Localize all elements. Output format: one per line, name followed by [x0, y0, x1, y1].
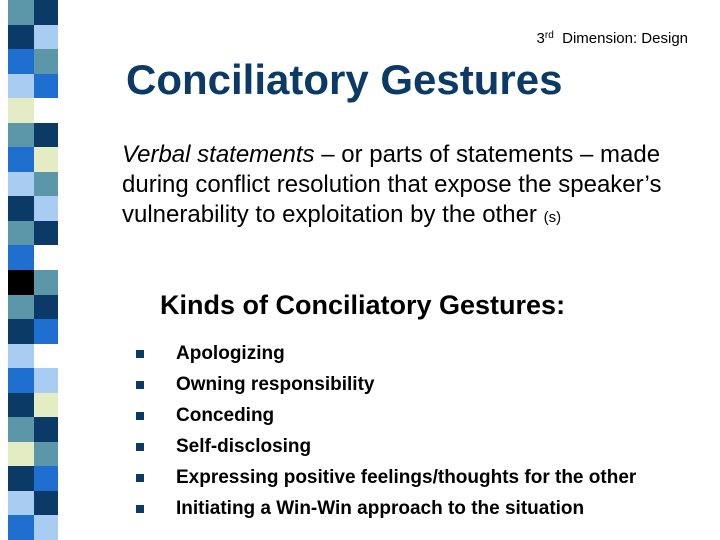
stripe-tile [8, 74, 34, 99]
stripe-tile [34, 25, 58, 50]
stripe-tile [8, 49, 34, 74]
stripe-tile [34, 74, 58, 99]
stripe-tile [34, 344, 58, 369]
stripe-tile [8, 515, 34, 540]
stripe-tile [8, 344, 34, 369]
definition-italic: Verbal statements [122, 141, 315, 168]
stripe-tile [34, 196, 58, 221]
slide-title: Conciliatory Gestures [126, 56, 563, 103]
stripe-tile [8, 172, 34, 197]
dimension-suffix: rd [544, 30, 554, 41]
stripe-tile [34, 466, 58, 491]
stripe-tile [8, 442, 34, 467]
stripe-tile [34, 172, 58, 197]
square-bullet-icon [136, 474, 144, 482]
stripe-tile [8, 123, 34, 148]
dimension-number: 3 [536, 30, 545, 47]
list-item-text: Apologizing [176, 343, 285, 364]
stripe-tile [8, 98, 34, 123]
stripe-tile [8, 466, 34, 491]
stripe-tile [8, 147, 34, 172]
list-item-text: Conceding [176, 405, 275, 426]
stripe-tile [34, 245, 58, 270]
stripe-tile [34, 442, 58, 467]
stripe-tile [8, 393, 34, 418]
stripe-tile [34, 295, 58, 320]
dimension-subheading [537, 30, 688, 47]
stripe-tile [8, 196, 34, 221]
square-bullet-icon [136, 443, 144, 451]
definition-suffix: (s) [543, 209, 562, 226]
stripe-tile [34, 393, 58, 418]
stripe-tile [8, 245, 34, 270]
kinds-heading: Kinds of Conciliatory Gestures: [160, 290, 566, 320]
definition-rest: – or parts of statements – made during conflict resolution that expose the speaker’s vulnerability to exploitation by the other [122, 141, 662, 228]
list-item-text: Expressing positive feelings/thoughts for the other [176, 467, 637, 488]
decorative-stripe [0, 0, 120, 540]
stripe-tile [34, 49, 58, 74]
list-item-text: Self-disclosing [176, 436, 312, 457]
list-item-text: Initiating a Win-Win approach to the situation [176, 498, 585, 519]
square-bullet-icon [136, 381, 144, 389]
stripe-tile [34, 319, 58, 344]
stripe-tile [34, 221, 58, 246]
stripe-tile [34, 0, 58, 25]
square-bullet-icon [136, 412, 144, 420]
square-bullet-icon [136, 505, 144, 513]
stripe-tile [34, 515, 58, 540]
stripe-tile [34, 417, 58, 442]
stripe-tile [34, 123, 58, 148]
stripe-tile [34, 147, 58, 172]
stripe-tile [34, 491, 58, 516]
stripe-tile [8, 270, 34, 295]
stripe-tile [8, 221, 34, 246]
definition-text [122, 140, 702, 233]
stripe-tile [34, 98, 58, 123]
stripe-tile [8, 368, 34, 393]
stripe-tile [8, 491, 34, 516]
stripe-tile [8, 295, 34, 320]
stripe-tile [34, 270, 58, 295]
list-item-text: Owning responsibility [176, 374, 375, 395]
stripe-tile [34, 368, 58, 393]
stripe-tile [8, 319, 34, 344]
dimension-label: Dimension: Design [562, 30, 688, 47]
stripe-tile [8, 417, 34, 442]
stripe-tile [8, 25, 34, 50]
stripe-tile [8, 0, 34, 25]
square-bullet-icon [136, 350, 144, 358]
